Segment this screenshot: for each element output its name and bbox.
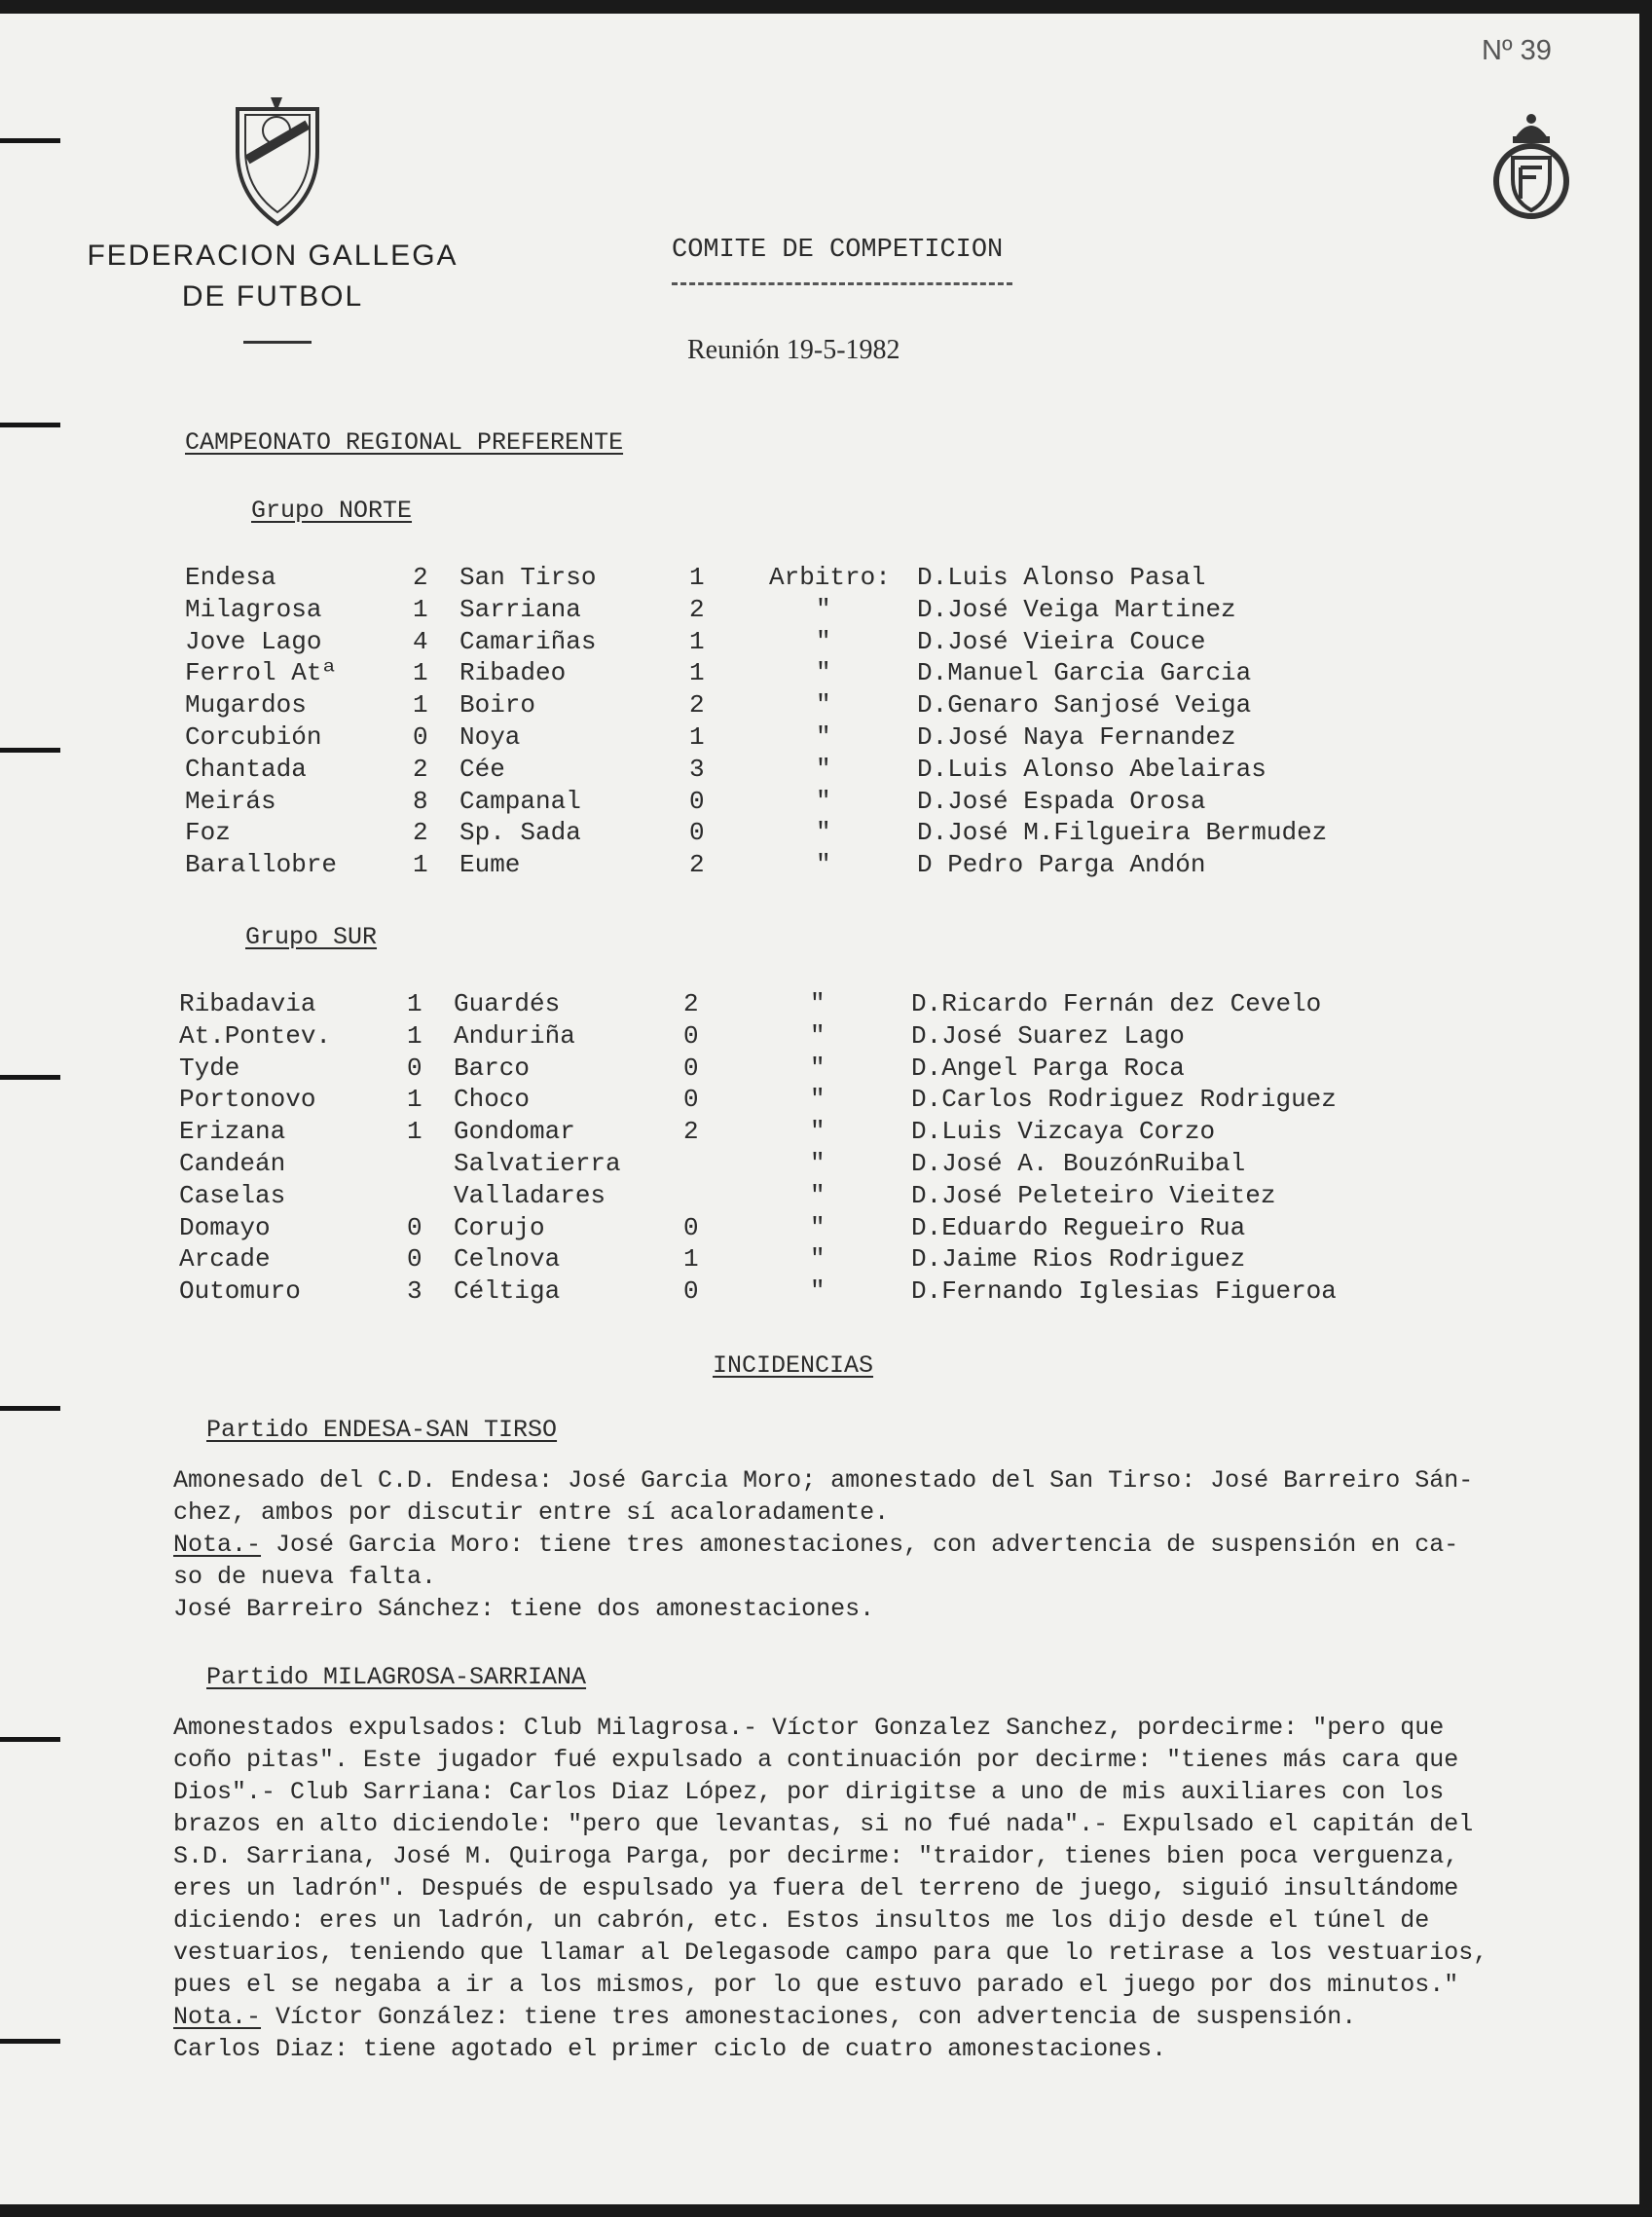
text-line: Amonestados expulsados: Club Milagrosa.- Víctor Gonzalez Sanchez, pordecirme: "pero que [173, 1714, 1445, 1742]
federation-name: FEDERACION GALLEGA [87, 240, 459, 272]
referee-label: " [810, 1276, 826, 1307]
nota-label: Nota.- [173, 2003, 262, 2031]
referee-name: D.Genaro Sanjosé Veiga [917, 690, 1252, 721]
text-line: brazos en alto diciendole: "pero que levantas, si no fué nada".- Expulsado el capitán del [173, 1810, 1474, 1838]
match2-incident-text [173, 1712, 1634, 2065]
away-team: Choco [454, 1085, 531, 1115]
home-score: 0 [407, 1244, 422, 1275]
away-score: 2 [689, 690, 705, 721]
match2-incident-title: Partido MILAGROSA-SARRIANA [206, 1663, 587, 1691]
referee-label: " [810, 1180, 826, 1210]
away-score: 0 [683, 1053, 699, 1083]
text-line: Dios".- Club Sarriana: Carlos Diaz López, por dirigitse a uno de mis auxiliares con los [173, 1778, 1445, 1806]
away-team: Guardés [454, 989, 561, 1018]
referee-label: " [810, 1020, 826, 1051]
home-team: Endesa [185, 563, 276, 592]
committee-title: COMITE DE COMPETICION [672, 236, 1004, 265]
binding-hole-mark [0, 748, 60, 753]
away-score: 0 [683, 1276, 699, 1307]
home-team: Portonovo [179, 1085, 316, 1115]
home-score: 2 [413, 563, 428, 592]
home-score: 2 [413, 818, 428, 848]
referee-name: D.Carlos Rodriguez Rodriguez [911, 1085, 1337, 1115]
match1-incident-text [173, 1464, 1634, 1625]
text-line: coño pitas". Este jugador fué expulsado a continuación por decirme: "tienes más cara que [173, 1746, 1459, 1774]
referee-name: D.José Espada Orosa [917, 786, 1206, 816]
home-score: 1 [407, 989, 422, 1018]
away-team: Céltiga [454, 1276, 561, 1307]
away-team: San Tirso [459, 563, 597, 592]
binding-hole-mark [0, 423, 60, 427]
referee-name: D.Manuel Garcia Garcia [917, 658, 1252, 688]
text-line: Amonesado del C.D. Endesa: José Garcia Moro; amonestado del San Tirso: José Barreiro Sán- [173, 1466, 1474, 1495]
home-score: 0 [407, 1212, 422, 1242]
text-line: S.D. Sarriana, José M. Quiroga Parga, por decirme: "traidor, tienes bien poca verguenza, [173, 1842, 1459, 1870]
text-line: Carlos Diaz: tiene agotado el primer ciclo de cuatro amonestaciones. [173, 2035, 1167, 2063]
away-score: 1 [689, 626, 705, 656]
home-team: Domayo [179, 1212, 271, 1242]
away-team: Boiro [459, 690, 536, 721]
referee-name: D.Luis Vizcaya Corzo [911, 1117, 1216, 1147]
home-score: 3 [407, 1276, 422, 1307]
federation-crest-icon [234, 92, 321, 228]
meeting-date: Reunión 19-5-1982 [687, 335, 900, 365]
referee-name: D.Angel Parga Roca [911, 1053, 1185, 1083]
away-score: 0 [689, 818, 705, 848]
away-team: Cée [459, 754, 505, 784]
away-team: Sp. Sada [459, 818, 581, 848]
text-line: Víctor González: tiene tres amonestaciones, con advertencia de suspensión. [261, 2003, 1357, 2031]
home-team: Mugardos [185, 690, 307, 721]
home-score: 1 [413, 850, 428, 880]
home-team: Caselas [179, 1180, 286, 1210]
text-line: José Barreiro Sánchez: tiene dos amonestaciones. [173, 1595, 875, 1623]
referee-label: " [810, 1117, 826, 1147]
away-team: Noya [459, 722, 521, 752]
home-score: 1 [407, 1117, 422, 1147]
home-team: Jove Lago [185, 626, 322, 656]
match1-incident-title: Partido ENDESA-SAN TIRSO [206, 1416, 558, 1444]
home-score: 0 [413, 722, 428, 752]
away-score: 2 [683, 989, 699, 1018]
referee-label: " [810, 989, 826, 1018]
referee-name: D.Jaime Rios Rodriguez [911, 1244, 1246, 1275]
away-score: 1 [683, 1244, 699, 1275]
away-team: Salvatierra [454, 1149, 621, 1178]
referee-label: " [816, 658, 831, 688]
away-team: Corujo [454, 1212, 545, 1242]
referee-label: " [810, 1149, 826, 1178]
referee-name: D.Fernando Iglesias Figueroa [911, 1276, 1337, 1307]
referee-name: D.José Suarez Lago [911, 1020, 1185, 1051]
away-score: 3 [689, 754, 705, 784]
referee-name: D.Eduardo Regueiro Rua [911, 1212, 1246, 1242]
referee-name: D.José A. BouzónRuibal [911, 1149, 1246, 1178]
away-team: Anduriña [454, 1020, 575, 1051]
away-score: 2 [683, 1117, 699, 1147]
referee-name: D.Luis Alonso Pasal [917, 563, 1206, 592]
referee-label: " [810, 1053, 826, 1083]
group-norte-heading: Grupo NORTE [251, 497, 413, 525]
referee-name: D Pedro Parga Andón [917, 850, 1206, 880]
referee-label: " [816, 626, 831, 656]
binding-hole-mark [0, 1406, 60, 1411]
championship-heading: CAMPEONATO REGIONAL PREFERENTE [185, 428, 624, 457]
referee-label: " [810, 1085, 826, 1115]
divider [243, 341, 312, 344]
home-team: Outomuro [179, 1276, 301, 1307]
home-team: Ferrol Atª [185, 658, 338, 688]
referee-label: " [816, 594, 831, 624]
text-line: chez, ambos por discutir entre sí acaloradamente. [173, 1498, 890, 1527]
home-team: At.Pontev. [179, 1020, 332, 1051]
home-score: 1 [413, 594, 428, 624]
away-score: 2 [689, 850, 705, 880]
away-score: 1 [689, 658, 705, 688]
text-line: so de nueva falta. [173, 1563, 437, 1591]
nota-label: Nota.- [173, 1531, 262, 1559]
referee-label: " [810, 1244, 826, 1275]
home-team: Erizana [179, 1117, 286, 1147]
referee-name: D.Ricardo Fernán dez Cevelo [911, 989, 1322, 1018]
binding-hole-mark [0, 138, 60, 143]
binding-hole-mark [0, 1075, 60, 1080]
incidencias-heading: INCIDENCIAS [713, 1351, 874, 1380]
text-line: vestuarios, teniendo que llamar al Delegasode campo para que lo retirase a los vestuarios, [173, 1939, 1488, 1967]
referee-label: " [816, 850, 831, 880]
home-team: Arcade [179, 1244, 271, 1275]
home-team: Barallobre [185, 850, 338, 880]
home-team: Ribadavia [179, 989, 316, 1018]
away-score: 0 [683, 1020, 699, 1051]
text-line: José Garcia Moro: tiene tres amonestaciones, con advertencia de suspensión en ca- [261, 1531, 1459, 1559]
home-score: 2 [413, 754, 428, 784]
federation-name-line2: DE FUTBOL [181, 280, 364, 313]
home-team: Milagrosa [185, 594, 322, 624]
home-team: Chantada [185, 754, 307, 784]
away-score: 0 [683, 1212, 699, 1242]
home-score: 4 [413, 626, 428, 656]
away-score: 2 [689, 594, 705, 624]
home-team: Meirás [185, 786, 276, 816]
home-score: 1 [407, 1085, 422, 1115]
royal-spanish-federation-emblem-icon [1491, 109, 1571, 222]
away-team: Eume [459, 850, 521, 880]
away-team: Camariñas [459, 626, 597, 656]
referee-name: D.José Naya Fernandez [917, 722, 1236, 752]
referee-name: D.José M.Filgueira Bermudez [917, 818, 1328, 848]
away-team: Gondomar [454, 1117, 575, 1147]
referee-label: " [816, 754, 831, 784]
away-team: Ribadeo [459, 658, 567, 688]
referee-label: " [816, 722, 831, 752]
referee-label: " [816, 818, 831, 848]
away-score: 1 [689, 722, 705, 752]
referee-label: " [810, 1212, 826, 1242]
away-team: Celnova [454, 1244, 561, 1275]
referee-label: " [816, 786, 831, 816]
home-score: 1 [413, 690, 428, 721]
binding-hole-mark [0, 1737, 60, 1742]
referee-name: D.Luis Alonso Abelairas [917, 754, 1267, 784]
home-team: Tyde [179, 1053, 240, 1083]
referee-name: D.José Peleteiro Vieitez [911, 1180, 1276, 1210]
page-number: Nº 39 [1482, 35, 1552, 66]
home-team: Corcubión [185, 722, 322, 752]
away-team: Barco [454, 1053, 531, 1083]
home-score: 1 [407, 1020, 422, 1051]
referee-label: Arbitro: [769, 563, 891, 592]
text-line: pues el se negaba a ir a los mismos, por lo que estuvo parado el juego por dos minutos." [173, 1971, 1459, 1999]
home-team: Candeán [179, 1149, 286, 1178]
home-score: 8 [413, 786, 428, 816]
away-score: 0 [689, 786, 705, 816]
away-team: Sarriana [459, 594, 581, 624]
referee-name: D.José Veiga Martinez [917, 594, 1236, 624]
home-score: 1 [413, 658, 428, 688]
referee-label: " [816, 690, 831, 721]
away-score: 1 [689, 563, 705, 592]
text-line: diciendo: eres un ladrón, un cabrón, etc. Estos insultos me los dijo desde el túnel de [173, 1906, 1430, 1935]
referee-name: D.José Vieira Couce [917, 626, 1206, 656]
away-team: Campanal [459, 786, 581, 816]
document-page [0, 14, 1639, 2204]
home-team: Foz [185, 818, 231, 848]
binding-hole-mark [0, 2039, 60, 2044]
title-double-rule [672, 282, 1012, 285]
home-score: 0 [407, 1053, 422, 1083]
away-score: 0 [683, 1085, 699, 1115]
group-sur-heading: Grupo SUR [245, 923, 378, 951]
text-line: eres un ladrón". Después de espulsado ya fuera del terreno de juego, siguió insultándome [173, 1874, 1459, 1903]
away-team: Valladares [454, 1180, 606, 1210]
